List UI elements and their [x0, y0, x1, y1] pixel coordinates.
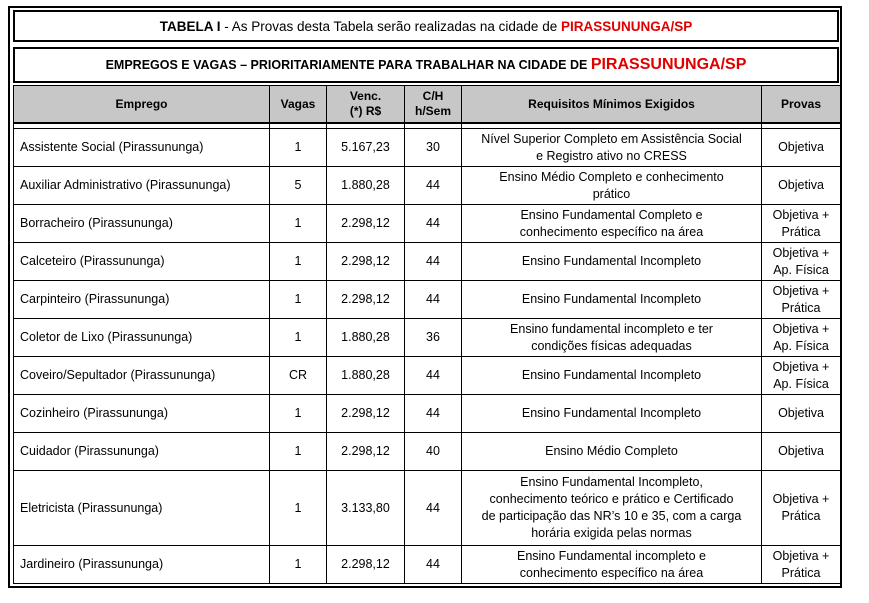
- venc-cell: 1.880,28: [327, 357, 405, 395]
- vagas-cell: CR: [270, 357, 327, 395]
- emprego-cell: Auxiliar Administrativo (Pirassununga): [14, 167, 270, 205]
- venc-cell: 1.880,28: [327, 319, 405, 357]
- ch-cell: 44: [405, 243, 462, 281]
- vagas-cell: 1: [270, 243, 327, 281]
- requisitos-cell: [462, 546, 762, 584]
- emprego-cell: Calceteiro (Pirassununga): [14, 243, 270, 281]
- col-header-ch: [405, 86, 462, 124]
- venc-cell: 3.133,80: [327, 471, 405, 546]
- emprego-cell: Cuidador (Pirassununga): [14, 433, 270, 471]
- col-header-venc-line1: Venc.: [349, 89, 382, 103]
- venc-cell: 2.298,12: [327, 205, 405, 243]
- requisitos-line: Ensino Fundamental Incompleto: [521, 368, 702, 382]
- provas-cell: [762, 433, 841, 471]
- empregos-table: [13, 85, 841, 584]
- table-row: [14, 243, 841, 281]
- table-row: [14, 546, 841, 584]
- provas-line: Objetiva +: [772, 548, 830, 563]
- emprego-cell: Coletor de Lixo (Pirassununga): [14, 319, 270, 357]
- provas-cell: [762, 395, 841, 433]
- provas-line: Objetiva: [778, 178, 824, 192]
- vagas-cell: 1: [270, 546, 327, 584]
- provas-line: Prática: [781, 224, 821, 239]
- tabela-label: TABELA I: [159, 18, 221, 34]
- col-header-vagas: Vagas: [270, 86, 327, 124]
- venc-cell: 2.298,12: [327, 546, 405, 584]
- emprego-cell: Eletricista (Pirassununga): [14, 471, 270, 546]
- requisitos-line: Ensino Fundamental Completo e: [520, 207, 703, 222]
- requisitos-cell: [462, 319, 762, 357]
- vagas-cell: 1: [270, 433, 327, 471]
- tabela-city: PIRASSUNUNGA/SP: [560, 18, 693, 34]
- requisitos-cell: [462, 433, 762, 471]
- vagas-cell: 1: [270, 319, 327, 357]
- col-header-ch-line1: C/H: [422, 89, 444, 103]
- col-header-ch-line2: h/Sem: [414, 104, 451, 118]
- table-row: [14, 357, 841, 395]
- table-row: [14, 281, 841, 319]
- provas-cell: [762, 357, 841, 395]
- provas-cell: [762, 319, 841, 357]
- emprego-cell: Borracheiro (Pirassununga): [14, 205, 270, 243]
- ch-cell: 44: [405, 395, 462, 433]
- col-header-venc-line2: (*) R$: [349, 104, 382, 118]
- venc-cell: 1.880,28: [327, 167, 405, 205]
- provas-line: Prática: [781, 509, 821, 523]
- provas-line: Objetiva +: [772, 245, 830, 260]
- table-row: [14, 167, 841, 205]
- provas-line: Ap. Física: [773, 338, 829, 353]
- provas-line: Objetiva: [778, 444, 824, 458]
- emprego-cell: Coveiro/Sepultador (Pirassununga): [14, 357, 270, 395]
- venc-cell: 2.298,12: [327, 243, 405, 281]
- ch-cell: 36: [405, 319, 462, 357]
- requisitos-line: conhecimento específico na área: [519, 224, 704, 239]
- col-header-emprego: Emprego: [14, 86, 270, 124]
- ch-cell: 44: [405, 205, 462, 243]
- emprego-cell: Jardineiro (Pirassununga): [14, 546, 270, 584]
- provas-line: Objetiva +: [772, 207, 830, 222]
- requisitos-cell: [462, 167, 762, 205]
- venc-cell: 5.167,23: [327, 129, 405, 167]
- ch-cell: 44: [405, 357, 462, 395]
- provas-cell: [762, 205, 841, 243]
- emprego-cell: Assistente Social (Pirassununga): [14, 129, 270, 167]
- provas-line: Objetiva +: [772, 321, 830, 336]
- requisitos-cell: [462, 281, 762, 319]
- requisitos-line: Ensino Médio Completo: [545, 444, 678, 458]
- col-header-venc: [327, 86, 405, 124]
- table-row: [14, 205, 841, 243]
- requisitos-line: e Registro ativo no CRESS: [536, 148, 687, 163]
- provas-line: Objetiva: [778, 406, 824, 420]
- table-row: [14, 395, 841, 433]
- empregos-title-box: [13, 47, 839, 83]
- requisitos-line: de participação das NR’s 10 e 35, com a carga: [481, 509, 742, 523]
- vagas-cell: 5: [270, 167, 327, 205]
- requisitos-line: Ensino Fundamental Incompleto: [521, 406, 702, 420]
- emprego-cell: Carpinteiro (Pirassununga): [14, 281, 270, 319]
- requisitos-line: Ensino Fundamental Incompleto: [521, 292, 702, 306]
- requisitos-line: horária exigida pelas normas: [531, 526, 692, 540]
- requisitos-cell: [462, 243, 762, 281]
- table-row: [14, 319, 841, 357]
- ch-cell: 44: [405, 546, 462, 584]
- provas-cell: [762, 546, 841, 584]
- ch-cell: 40: [405, 433, 462, 471]
- requisitos-line: prático: [592, 186, 631, 201]
- requisitos-line: Ensino Fundamental incompleto e: [516, 548, 706, 563]
- provas-cell: [762, 471, 841, 546]
- requisitos-line: Nível Superior Completo em Assistência Social: [481, 131, 742, 146]
- vagas-cell: 1: [270, 281, 327, 319]
- provas-line: Objetiva +: [772, 283, 830, 298]
- table-header-row: [14, 86, 841, 124]
- vagas-cell: 1: [270, 129, 327, 167]
- vagas-cell: 1: [270, 205, 327, 243]
- requisitos-line: Ensino Médio Completo e conhecimento: [499, 169, 724, 184]
- provas-cell: [762, 243, 841, 281]
- ch-cell: 44: [405, 471, 462, 546]
- tabela-title-box: [13, 10, 839, 42]
- provas-line: Prática: [781, 565, 821, 580]
- requisitos-line: conhecimento específico na área: [519, 565, 704, 580]
- provas-cell: [762, 129, 841, 167]
- requisitos-cell: [462, 205, 762, 243]
- provas-line: Objetiva: [778, 140, 824, 154]
- venc-cell: 2.298,12: [327, 433, 405, 471]
- vagas-cell: 1: [270, 395, 327, 433]
- requisitos-cell: [462, 395, 762, 433]
- empregos-city: PIRASSUNUNGA/SP: [590, 56, 747, 73]
- requisitos-line: Ensino Fundamental Incompleto: [521, 254, 702, 268]
- provas-line: Prática: [781, 300, 821, 315]
- tabela-description: - As Provas desta Tabela serão realizadas na cidade de: [220, 18, 561, 34]
- ch-cell: 44: [405, 167, 462, 205]
- ch-cell: 30: [405, 129, 462, 167]
- empregos-title: EMPREGOS E VAGAS – PRIORITARIAMENTE PARA TRABALHAR NA CIDADE DE: [105, 58, 591, 72]
- provas-line: Objetiva +: [772, 492, 830, 506]
- requisitos-cell: [462, 129, 762, 167]
- col-header-requisitos: Requisitos Mínimos Exigidos: [462, 86, 762, 124]
- col-header-provas: Provas: [762, 86, 841, 124]
- venc-cell: 2.298,12: [327, 395, 405, 433]
- table-row: [14, 471, 841, 546]
- venc-cell: 2.298,12: [327, 281, 405, 319]
- ch-cell: 44: [405, 281, 462, 319]
- table-row: [14, 433, 841, 471]
- provas-line: Objetiva +: [772, 359, 830, 374]
- table-row: [14, 129, 841, 167]
- emprego-cell: Cozinheiro (Pirassununga): [14, 395, 270, 433]
- provas-cell: [762, 281, 841, 319]
- requisitos-line: condições físicas adequadas: [531, 338, 692, 353]
- vagas-cell: 1: [270, 471, 327, 546]
- requisitos-line: Ensino fundamental incompleto e ter: [510, 321, 713, 336]
- provas-line: Ap. Física: [773, 262, 829, 277]
- requisitos-line: conhecimento teórico e prático e Certificado: [489, 492, 734, 506]
- requisitos-cell: [462, 357, 762, 395]
- requisitos-line: Ensino Fundamental Incompleto,: [520, 475, 703, 489]
- provas-cell: [762, 167, 841, 205]
- provas-line: Ap. Física: [773, 376, 829, 391]
- requisitos-cell: [462, 471, 762, 546]
